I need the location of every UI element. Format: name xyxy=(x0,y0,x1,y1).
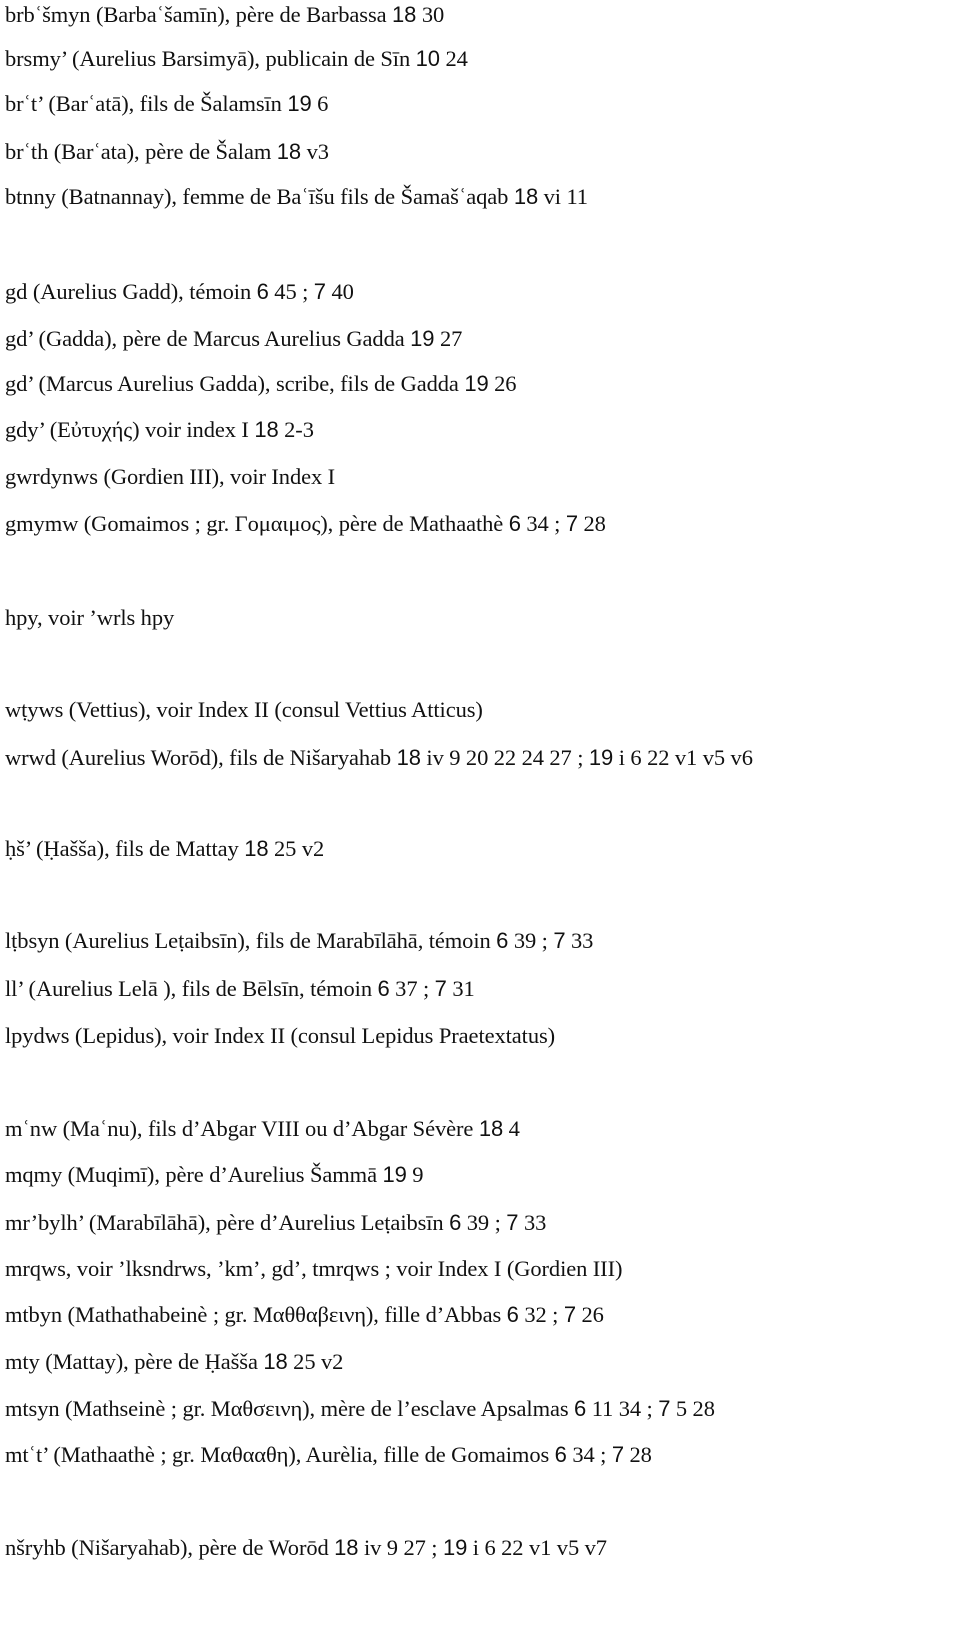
index-entry: brsmy’ (Aurelius Barsimyā), publicain de Sīn 10 24 xyxy=(5,46,468,71)
index-entry: gd’ (Gadda), père de Marcus Aurelius Gadda 19 27 xyxy=(5,326,463,351)
index-entry: ḥš’ (Ḥašša), fils de Mattay 18 25 v2 xyxy=(5,836,325,861)
index-entry: gd’ (Marcus Aurelius Gadda), scribe, fils de Gadda 19 26 xyxy=(5,371,517,396)
index-entry: hpy, voir ’wrls hpy xyxy=(5,605,175,630)
index-entry: lṭbsyn (Aurelius Leṭaibsīn), fils de Marabīlāhā, témoin 6 39 ; 7 33 xyxy=(5,928,594,953)
index-entry: gd (Aurelius Gadd), témoin 6 45 ; 7 40 xyxy=(5,279,354,304)
index-entry: mqmy (Muqimī), père d’Aurelius Šammā 19 9 xyxy=(5,1162,424,1187)
index-entry: lpydws (Lepidus), voir Index II (consul Lepidus Praetextatus) xyxy=(5,1023,556,1048)
index-entry: mrqws, voir ’lksndrws, ’km’, gd’, tmrqws ; voir Index I (Gordien III) xyxy=(5,1256,623,1281)
index-entry: gwrdynws (Gordien III), voir Index I xyxy=(5,464,336,489)
index-entry: mʿnw (Maʿnu), fils d’Abgar VIII ou d’Abgar Sévère 18 4 xyxy=(5,1116,520,1141)
index-entry: mtsyn (Mathseinè ; gr. Μαθσεινη), mère de l’esclave Apsalmas 6 11 34 ; 7 5 28 xyxy=(5,1396,715,1421)
index-entry: brʿt’ (Barʿatā), fils de Šalamsīn 19 6 xyxy=(5,91,329,116)
index-entry: mtbyn (Mathathabeinè ; gr. Μαθθαβεινη), fille d’Abbas 6 32 ; 7 26 xyxy=(5,1302,604,1327)
index-entry: brʿth (Barʿata), père de Šalam 18 v3 xyxy=(5,139,329,164)
index-entry: wṭyws (Vettius), voir Index II (consul Vettius Atticus) xyxy=(5,697,483,722)
index-entry: ll’ (Aurelius Lelā ), fils de Bēlsīn, témoin 6 37 ; 7 31 xyxy=(5,976,475,1001)
index-entry: mtʿt’ (Mathaathè ; gr. Μαθααθη), Aurèlia, fille de Gomaimos 6 34 ; 7 28 xyxy=(5,1442,652,1467)
index-entry: nšryhb (Nišaryahab), père de Worōd 18 iv 9 27 ; 19 i 6 22 v1 v5 v7 xyxy=(5,1535,607,1560)
index-entry: brbʿšmyn (Barbaʿšamīn), père de Barbassa 18 30 xyxy=(5,2,445,27)
index-entry: mty (Mattay), père de Ḥašša 18 25 v2 xyxy=(5,1349,344,1374)
index-entry: wrwd (Aurelius Worōd), fils de Nišaryahab 18 iv 9 20 22 24 27 ; 19 i 6 22 v1 v5 v6 xyxy=(5,745,753,770)
index-entry: btnny (Batnannay), femme de Baʿīšu fils de Šamašʿaqab 18 vi 11 xyxy=(5,184,588,209)
index-entry: gdy’ (Εὐτυχής) voir index I 18 2-3 xyxy=(5,417,314,442)
index-entry: mr’bylh’ (Marabīlāhā), père d’Aurelius Leṭaibsīn 6 39 ; 7 33 xyxy=(5,1210,547,1235)
index-entry: gmymw (Gomaimos ; gr. Γομαιμος), père de Mathaathè 6 34 ; 7 28 xyxy=(5,511,606,536)
